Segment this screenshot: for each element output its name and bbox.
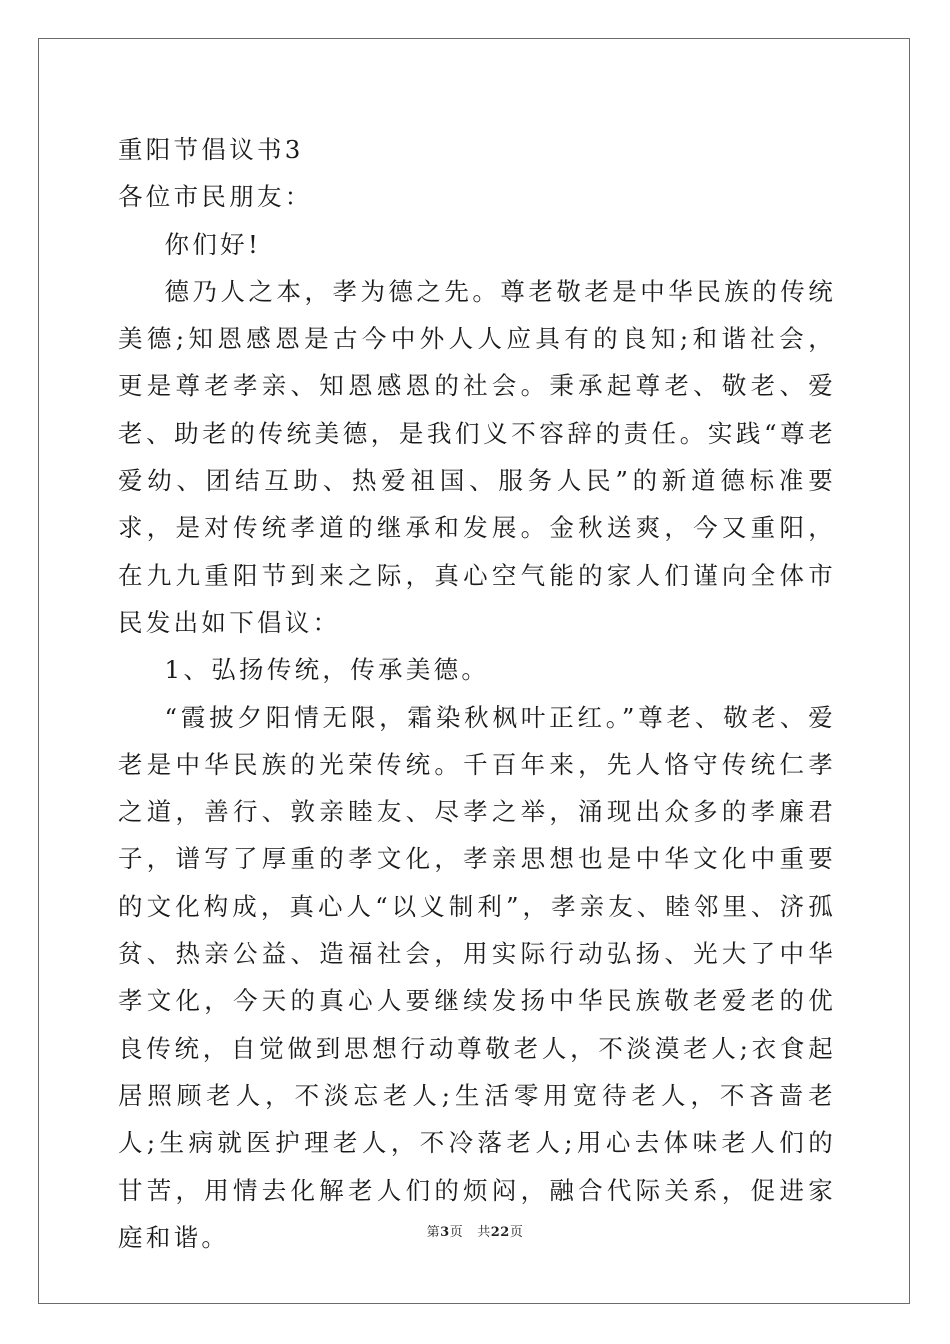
greeting: 你们好! (164, 229, 262, 259)
paragraph-intro: 德乃人之本，孝为德之先。尊老敬老是中华民族的传统美德;知恩感恩是古今中外人人应具有的良知;和谐社会，更是尊老孝亲、知恩感恩的社会。秉承起尊老、敬老、爱老、助老的传统美德，是我们义不容辞的责任。实践“尊老爱幼、团结互助、热爱祖国、服务人民”的新道德标准要求，是对传统孝道的继承和发展。金秋送爽，今又重阳，在九九重阳节到来之际，真心空气能的家人们谨向全体市民发出如下倡议： (118, 276, 836, 637)
page-number: 3 (440, 1225, 450, 1240)
salutation: 各位市民朋友： (118, 182, 313, 212)
page-prefix: 第 (426, 1225, 441, 1240)
section-heading-1: 1、弘扬传统，传承美德。 (164, 655, 490, 685)
page-suffix: 页 (449, 1225, 464, 1240)
total-pages: 22 (490, 1225, 510, 1240)
document-title: 重阳节倡议书3 (118, 135, 304, 164)
total-prefix: 共 (477, 1225, 491, 1240)
paragraph-section-1: “霞披夕阳情无限，霜染秋枫叶正红。”尊老、敬老、爱老是中华民族的光荣传统。千百年来，先人恪守传统仁孝之道，善行、敦亲睦友、尽孝之举，涌现出众多的孝廉君子，谱写了厚重的孝文化，孝亲思想也是中华文化中重要的文化构成，真心人“以义制利”，孝亲友、睦邻里、济孤贫、热亲公益、造福社会，用实际行动弘扬、光大了中华孝文化，今天的真心人要继续发扬中华民族敬老爱老的优良传统，自觉做到思想行动尊敬老人，不淡漠老人;衣食起居照顾老人，不淡忘老人;生活零用宽待老人，不吝啬老人;生病就医护理老人，不冷落老人;用心去体味老人们的甘苦，用情去化解老人们的烦闷，融合代际关系，促进家庭和谐。 (118, 702, 836, 1252)
total-suffix: 页 (509, 1225, 524, 1240)
document-body (118, 126, 836, 1261)
page-footer (0, 1221, 950, 1240)
